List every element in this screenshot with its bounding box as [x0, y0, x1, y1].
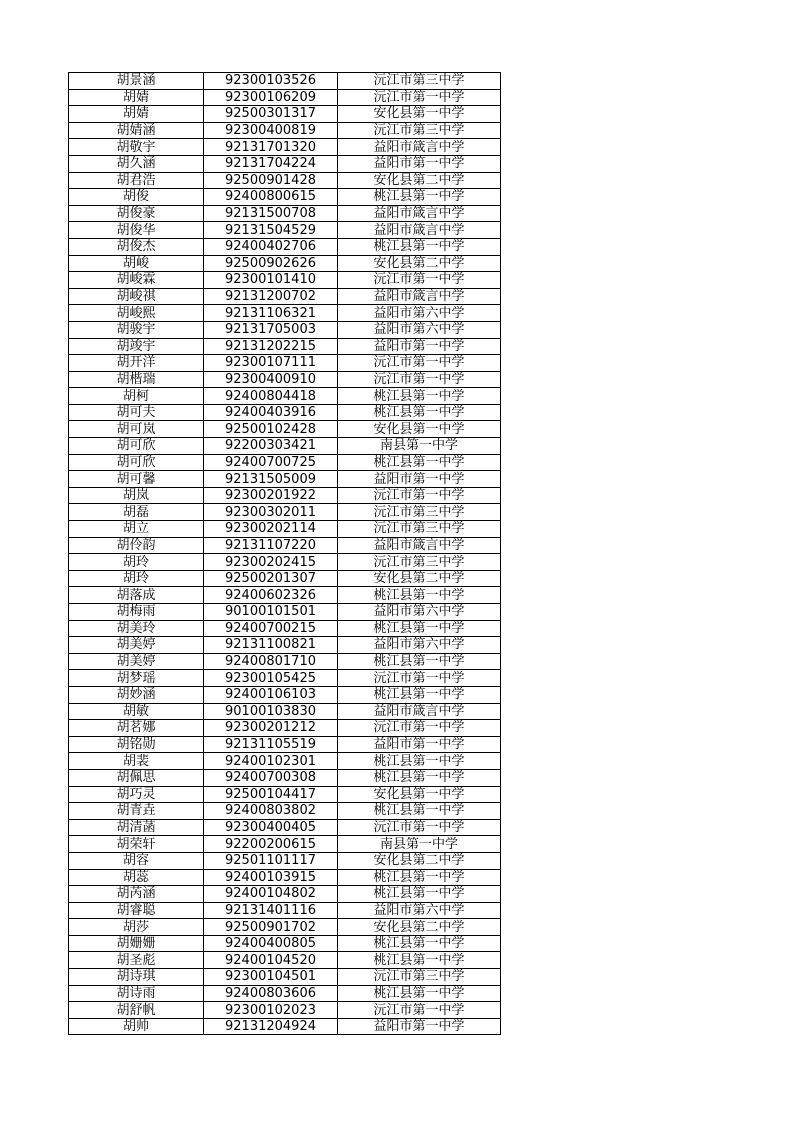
school-name-cell: 益阳市第一中学	[338, 155, 501, 172]
exam-number-cell: 92131202215	[204, 338, 338, 355]
exam-number-cell: 92131204924	[204, 1018, 338, 1035]
table-row	[69, 122, 501, 139]
student-name-cell: 胡峻祺	[69, 288, 204, 305]
table-row	[69, 454, 501, 471]
student-name-cell: 胡柯	[69, 388, 204, 405]
table-row	[69, 720, 501, 737]
exam-number-cell: 90100101501	[204, 604, 338, 621]
student-name-cell: 胡莎	[69, 919, 204, 936]
table-row	[69, 487, 501, 504]
student-name-cell: 胡俊豪	[69, 205, 204, 222]
school-name-cell: 益阳市第一中学	[338, 736, 501, 753]
table-row	[69, 404, 501, 421]
table-row	[69, 222, 501, 239]
exam-number-cell: 92300107111	[204, 355, 338, 372]
exam-number-cell: 92400700308	[204, 769, 338, 786]
exam-number-cell: 90100103830	[204, 703, 338, 720]
table-row	[69, 1018, 501, 1035]
roster-body	[69, 73, 501, 1035]
student-name-cell: 胡睿聪	[69, 902, 204, 919]
school-name-cell: 南县第一中学	[338, 836, 501, 853]
student-name-cell: 胡圣彪	[69, 952, 204, 969]
table-row	[69, 521, 501, 538]
school-name-cell: 益阳市箴言中学	[338, 537, 501, 554]
exam-number-cell: 92400602326	[204, 587, 338, 604]
exam-number-cell: 92300201922	[204, 487, 338, 504]
student-name-cell: 胡可欣	[69, 454, 204, 471]
student-name-cell: 胡岚	[69, 487, 204, 504]
table-row	[69, 653, 501, 670]
table-row	[69, 255, 501, 272]
school-name-cell: 桃江县第一中学	[338, 388, 501, 405]
school-name-cell: 沅江市第三中学	[338, 521, 501, 538]
student-name-cell: 胡敏	[69, 703, 204, 720]
school-name-cell: 桃江县第一中学	[338, 189, 501, 206]
school-name-cell: 安化县第二中学	[338, 255, 501, 272]
table-row	[69, 670, 501, 687]
table-row	[69, 587, 501, 604]
student-name-cell: 胡峻	[69, 255, 204, 272]
table-row	[69, 172, 501, 189]
school-name-cell: 沅江市第一中学	[338, 355, 501, 372]
exam-number-cell: 92400803802	[204, 803, 338, 820]
school-name-cell: 安化县第二中学	[338, 852, 501, 869]
student-name-cell: 胡蕊	[69, 869, 204, 886]
student-name-cell: 胡美婷	[69, 637, 204, 654]
table-row	[69, 371, 501, 388]
student-name-cell: 胡玲	[69, 570, 204, 587]
table-row	[69, 935, 501, 952]
student-name-cell: 胡青垚	[69, 803, 204, 820]
table-row	[69, 637, 501, 654]
student-name-cell: 胡峻熙	[69, 305, 204, 322]
student-name-cell: 胡巧灵	[69, 786, 204, 803]
table-row	[69, 969, 501, 986]
student-name-cell: 胡姗姗	[69, 935, 204, 952]
table-row	[69, 155, 501, 172]
exam-number-cell: 92400104802	[204, 886, 338, 903]
student-name-cell: 胡玲	[69, 554, 204, 571]
exam-number-cell: 92400403916	[204, 404, 338, 421]
roster-sheet	[68, 72, 500, 1035]
student-name-cell: 胡开洋	[69, 355, 204, 372]
school-name-cell: 桃江县第一中学	[338, 935, 501, 952]
table-row	[69, 869, 501, 886]
student-name-cell: 胡荣轩	[69, 836, 204, 853]
student-name-cell: 胡芮涵	[69, 886, 204, 903]
student-name-cell: 胡立	[69, 521, 204, 538]
roster-table	[68, 72, 501, 1035]
school-name-cell: 安化县第一中学	[338, 786, 501, 803]
student-name-cell: 胡梅雨	[69, 604, 204, 621]
student-name-cell: 胡可馨	[69, 471, 204, 488]
exam-number-cell: 92300101410	[204, 272, 338, 289]
school-name-cell: 沅江市第一中学	[338, 720, 501, 737]
exam-number-cell: 92400103915	[204, 869, 338, 886]
student-name-cell: 胡竣宇	[69, 338, 204, 355]
exam-number-cell: 92500104417	[204, 786, 338, 803]
student-name-cell: 胡久涵	[69, 155, 204, 172]
exam-number-cell: 92300103526	[204, 73, 338, 90]
table-row	[69, 803, 501, 820]
table-row	[69, 205, 501, 222]
school-name-cell: 益阳市第六中学	[338, 604, 501, 621]
exam-number-cell: 92300104501	[204, 969, 338, 986]
school-name-cell: 沅江市第一中学	[338, 819, 501, 836]
student-name-cell: 胡景涵	[69, 73, 204, 90]
table-row	[69, 753, 501, 770]
school-name-cell: 安化县第一中学	[338, 421, 501, 438]
table-row	[69, 338, 501, 355]
student-name-cell: 胡诗琪	[69, 969, 204, 986]
table-row	[69, 1002, 501, 1019]
table-row	[69, 736, 501, 753]
school-name-cell: 沅江市第一中学	[338, 371, 501, 388]
table-row	[69, 89, 501, 106]
student-name-cell: 胡婧	[69, 89, 204, 106]
student-name-cell: 胡佩思	[69, 769, 204, 786]
school-name-cell: 益阳市箴言中学	[338, 222, 501, 239]
school-name-cell: 益阳市箴言中学	[338, 139, 501, 156]
exam-number-cell: 92500901702	[204, 919, 338, 936]
exam-number-cell: 92400804418	[204, 388, 338, 405]
school-name-cell: 益阳市箴言中学	[338, 205, 501, 222]
school-name-cell: 桃江县第一中学	[338, 886, 501, 903]
exam-number-cell: 92131107220	[204, 537, 338, 554]
table-row	[69, 985, 501, 1002]
school-name-cell: 沅江市第一中学	[338, 89, 501, 106]
table-row	[69, 73, 501, 90]
school-name-cell: 桃江县第一中学	[338, 653, 501, 670]
student-name-cell: 胡磊	[69, 504, 204, 521]
table-row	[69, 570, 501, 587]
student-name-cell: 胡伶韵	[69, 537, 204, 554]
student-name-cell: 胡妙涵	[69, 686, 204, 703]
table-row	[69, 438, 501, 455]
school-name-cell: 沅江市第三中学	[338, 969, 501, 986]
table-row	[69, 189, 501, 206]
school-name-cell: 益阳市第六中学	[338, 321, 501, 338]
table-row	[69, 852, 501, 869]
table-row	[69, 321, 501, 338]
exam-number-cell: 92300102023	[204, 1002, 338, 1019]
school-name-cell: 沅江市第一中学	[338, 272, 501, 289]
table-row	[69, 769, 501, 786]
school-name-cell: 桃江县第一中学	[338, 686, 501, 703]
table-row	[69, 355, 501, 372]
exam-number-cell: 92400801710	[204, 653, 338, 670]
school-name-cell: 桃江县第一中学	[338, 985, 501, 1002]
table-row	[69, 786, 501, 803]
school-name-cell: 益阳市箴言中学	[338, 288, 501, 305]
student-name-cell: 胡骏宇	[69, 321, 204, 338]
exam-number-cell: 92300400819	[204, 122, 338, 139]
student-name-cell: 胡茗娜	[69, 720, 204, 737]
table-row	[69, 886, 501, 903]
table-row	[69, 504, 501, 521]
exam-number-cell: 92500102428	[204, 421, 338, 438]
school-name-cell: 桃江县第一中学	[338, 404, 501, 421]
exam-number-cell: 92400102301	[204, 753, 338, 770]
exam-number-cell: 92501101117	[204, 852, 338, 869]
table-row	[69, 139, 501, 156]
school-name-cell: 益阳市第一中学	[338, 1018, 501, 1035]
exam-number-cell: 92400400805	[204, 935, 338, 952]
school-name-cell: 沅江市第三中学	[338, 73, 501, 90]
school-name-cell: 沅江市第三中学	[338, 554, 501, 571]
table-row	[69, 819, 501, 836]
exam-number-cell: 92300202415	[204, 554, 338, 571]
exam-number-cell: 92200200615	[204, 836, 338, 853]
exam-number-cell: 92200303421	[204, 438, 338, 455]
student-name-cell: 胡诗雨	[69, 985, 204, 1002]
exam-number-cell: 92300201212	[204, 720, 338, 737]
exam-number-cell: 92131105519	[204, 736, 338, 753]
school-name-cell: 益阳市第一中学	[338, 471, 501, 488]
exam-number-cell: 92400803606	[204, 985, 338, 1002]
table-row	[69, 836, 501, 853]
school-name-cell: 桃江县第一中学	[338, 587, 501, 604]
exam-number-cell: 92400402706	[204, 238, 338, 255]
student-name-cell: 胡俊	[69, 189, 204, 206]
student-name-cell: 胡俊华	[69, 222, 204, 239]
school-name-cell: 沅江市第一中学	[338, 670, 501, 687]
exam-number-cell: 92131200702	[204, 288, 338, 305]
student-name-cell: 胡可岚	[69, 421, 204, 438]
exam-number-cell: 92400700215	[204, 620, 338, 637]
student-name-cell: 胡君浩	[69, 172, 204, 189]
school-name-cell: 益阳市第一中学	[338, 338, 501, 355]
student-name-cell: 胡帅	[69, 1018, 204, 1035]
exam-number-cell: 92500901428	[204, 172, 338, 189]
exam-number-cell: 92131106321	[204, 305, 338, 322]
exam-number-cell: 92300105425	[204, 670, 338, 687]
student-name-cell: 胡落成	[69, 587, 204, 604]
table-row	[69, 686, 501, 703]
school-name-cell: 桃江县第一中学	[338, 869, 501, 886]
school-name-cell: 益阳市第六中学	[338, 637, 501, 654]
school-name-cell: 桃江县第一中学	[338, 454, 501, 471]
school-name-cell: 益阳市箴言中学	[338, 703, 501, 720]
exam-number-cell: 92131505009	[204, 471, 338, 488]
exam-number-cell: 92400104520	[204, 952, 338, 969]
table-row	[69, 288, 501, 305]
table-row	[69, 620, 501, 637]
table-row	[69, 604, 501, 621]
student-name-cell: 胡可欣	[69, 438, 204, 455]
school-name-cell: 安化县第二中学	[338, 919, 501, 936]
exam-number-cell: 92300400405	[204, 819, 338, 836]
school-name-cell: 桃江县第一中学	[338, 769, 501, 786]
school-name-cell: 桃江县第一中学	[338, 803, 501, 820]
exam-number-cell: 92131500708	[204, 205, 338, 222]
student-name-cell: 胡清菡	[69, 819, 204, 836]
exam-number-cell: 92131704224	[204, 155, 338, 172]
student-name-cell: 胡峻霖	[69, 272, 204, 289]
exam-number-cell: 92131705003	[204, 321, 338, 338]
table-row	[69, 421, 501, 438]
school-name-cell: 益阳市第六中学	[338, 902, 501, 919]
table-row	[69, 238, 501, 255]
exam-number-cell: 92400800615	[204, 189, 338, 206]
table-row	[69, 537, 501, 554]
student-name-cell: 胡美玲	[69, 620, 204, 637]
exam-number-cell: 92300202114	[204, 521, 338, 538]
table-row	[69, 952, 501, 969]
student-name-cell: 胡婧涵	[69, 122, 204, 139]
student-name-cell: 胡婧	[69, 106, 204, 123]
exam-number-cell: 92131504529	[204, 222, 338, 239]
table-row	[69, 703, 501, 720]
student-name-cell: 胡可夫	[69, 404, 204, 421]
exam-number-cell: 92131701320	[204, 139, 338, 156]
student-name-cell: 胡美婷	[69, 653, 204, 670]
exam-number-cell: 92500301317	[204, 106, 338, 123]
table-row	[69, 902, 501, 919]
exam-number-cell: 92400106103	[204, 686, 338, 703]
exam-number-cell: 92400700725	[204, 454, 338, 471]
school-name-cell: 沅江市第三中学	[338, 122, 501, 139]
school-name-cell: 沅江市第一中学	[338, 487, 501, 504]
school-name-cell: 安化县第二中学	[338, 570, 501, 587]
school-name-cell: 沅江市第一中学	[338, 1002, 501, 1019]
school-name-cell: 安化县第一中学	[338, 106, 501, 123]
school-name-cell: 桃江县第一中学	[338, 952, 501, 969]
student-name-cell: 胡梦瑶	[69, 670, 204, 687]
school-name-cell: 桃江县第一中学	[338, 753, 501, 770]
exam-number-cell: 92500201307	[204, 570, 338, 587]
school-name-cell: 沅江市第三中学	[338, 504, 501, 521]
exam-number-cell: 92500902626	[204, 255, 338, 272]
school-name-cell: 南县第一中学	[338, 438, 501, 455]
table-row	[69, 388, 501, 405]
school-name-cell: 安化县第二中学	[338, 172, 501, 189]
exam-number-cell: 92300400910	[204, 371, 338, 388]
student-name-cell: 胡容	[69, 852, 204, 869]
school-name-cell: 益阳市第六中学	[338, 305, 501, 322]
student-name-cell: 胡铭勋	[69, 736, 204, 753]
table-row	[69, 106, 501, 123]
table-row	[69, 272, 501, 289]
exam-number-cell: 92300302011	[204, 504, 338, 521]
exam-number-cell: 92131401116	[204, 902, 338, 919]
student-name-cell: 胡俊杰	[69, 238, 204, 255]
exam-number-cell: 92131100821	[204, 637, 338, 654]
student-name-cell: 胡敬宇	[69, 139, 204, 156]
table-row	[69, 919, 501, 936]
school-name-cell: 桃江县第一中学	[338, 238, 501, 255]
school-name-cell: 桃江县第一中学	[338, 620, 501, 637]
exam-number-cell: 92300106209	[204, 89, 338, 106]
student-name-cell: 胡楷瑞	[69, 371, 204, 388]
student-name-cell: 胡舒帆	[69, 1002, 204, 1019]
table-row	[69, 305, 501, 322]
student-name-cell: 胡裴	[69, 753, 204, 770]
table-row	[69, 554, 501, 571]
table-row	[69, 471, 501, 488]
